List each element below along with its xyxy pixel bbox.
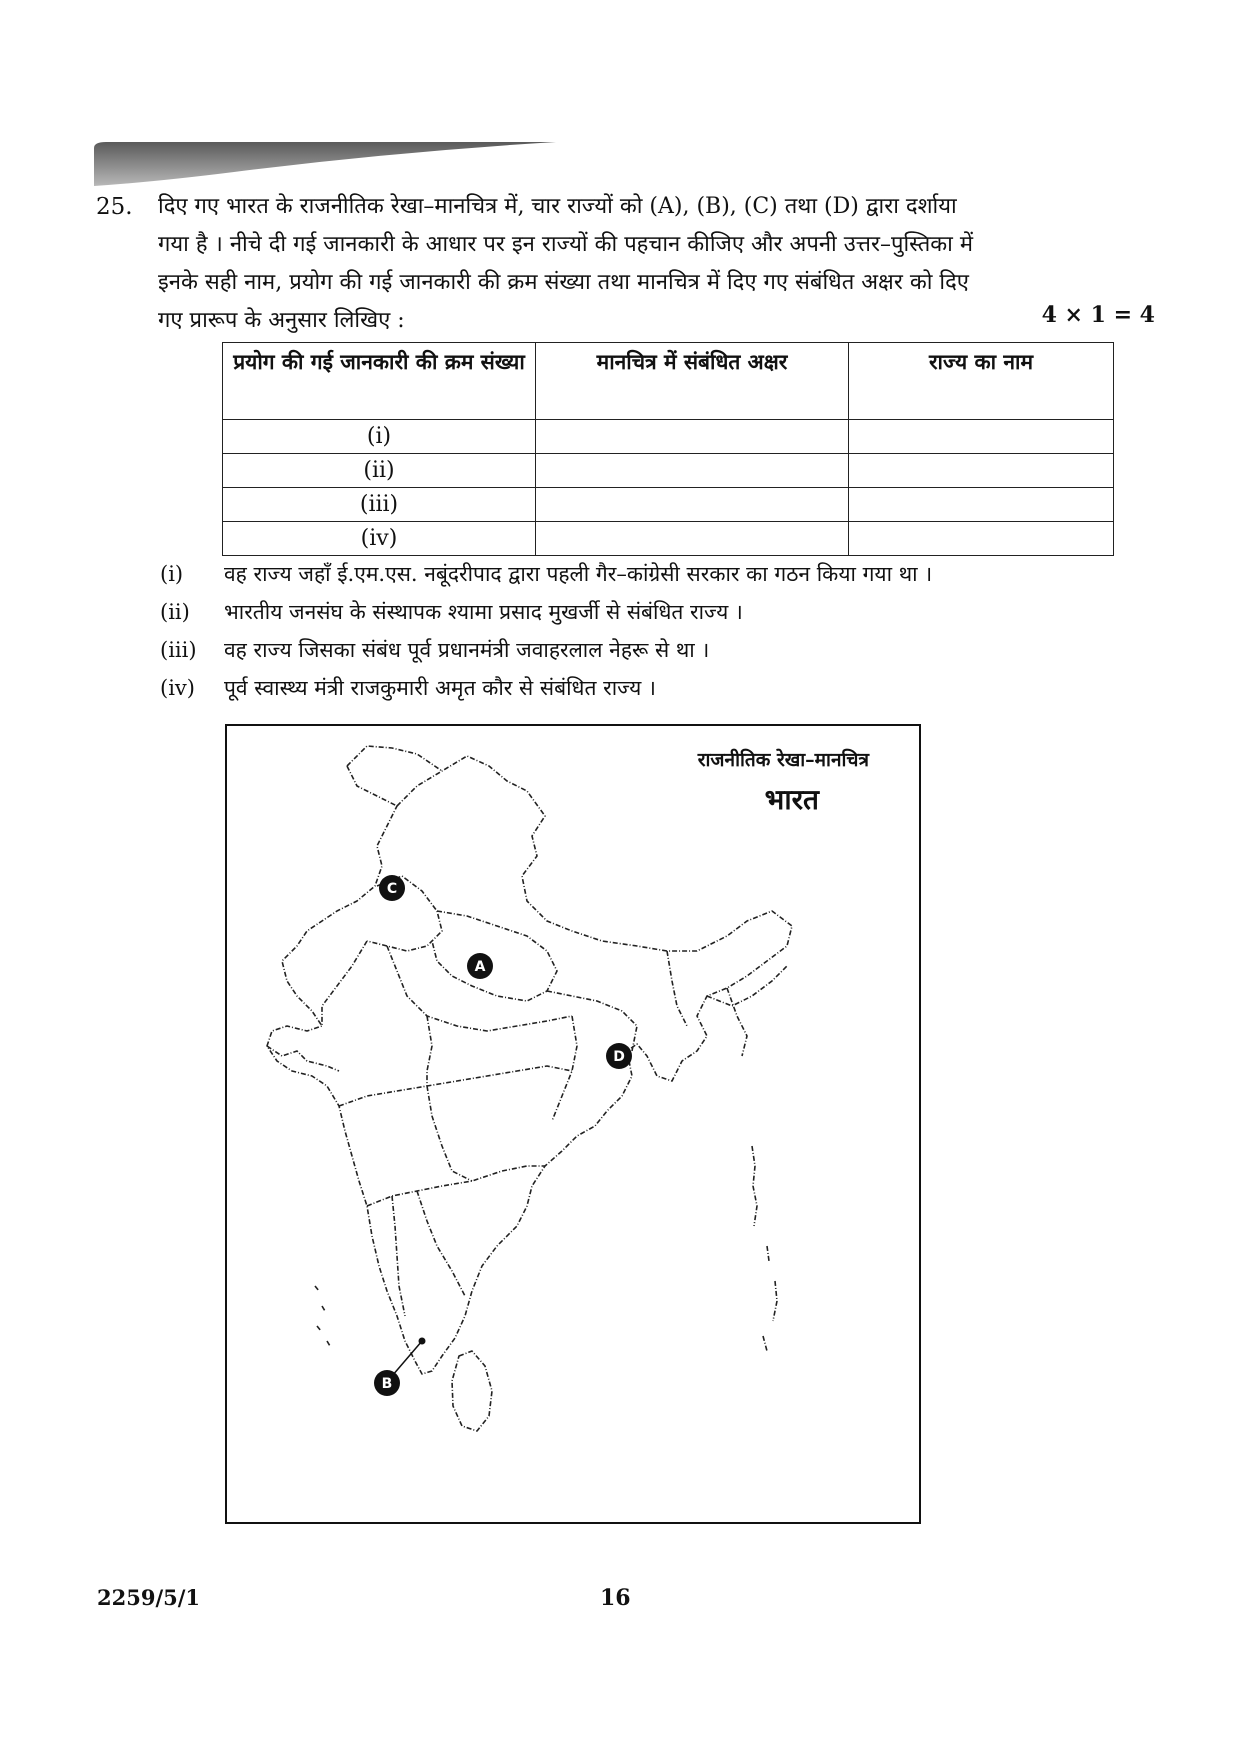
table-row [223, 454, 1114, 488]
header-map-letter: मानचित्र में संबंधित अक्षर [536, 343, 849, 420]
header-serial-number: प्रयोग की गई जानकारी की क्रम संख्या [223, 343, 536, 420]
clue-number: (iv) [160, 676, 195, 700]
clue-text: वह राज्य जिसका संबंध पूर्व प्रधानमंत्री जवाहरलाल नेहरू से था । [224, 638, 710, 662]
map-title-line1: राजनीतिक रेखा–मानचित्र [697, 749, 869, 771]
table-header-row [223, 343, 1114, 420]
header-band [94, 142, 556, 186]
table-cell [849, 488, 1114, 522]
clue-text: पूर्व स्वास्थ्य मंत्री राजकुमारी अमृत कौर से संबंधित राज्य । [224, 676, 656, 700]
clue-number: (i) [160, 562, 184, 586]
table-row [223, 420, 1114, 454]
india-political-map [225, 724, 921, 1524]
table-cell [849, 420, 1114, 454]
state-boundary [547, 991, 637, 1051]
map-marker-b-label: B [381, 1376, 393, 1392]
table-cell [536, 488, 849, 522]
map-title [227, 746, 919, 818]
state-boundary [367, 1166, 545, 1206]
question-line: इनके सही नाम, प्रयोग की गई जानकारी की क्रम संख्या तथा मानचित्र में दिए गए संबंधित अक्षर को दिए [158, 270, 969, 295]
question-line: गया है । नीचे दी गई जानकारी के आधार पर इन राज्यों की पहचान कीजिए और अपनी उत्तर–पुस्तिका में [158, 232, 974, 257]
clue-list [160, 555, 1120, 707]
answer-format-table [222, 342, 1114, 556]
state-boundary [727, 988, 747, 1056]
table-row [223, 488, 1114, 522]
map-title-line2: भारत [764, 783, 819, 816]
map-marker-c-label: C [386, 881, 398, 897]
map-marker-b-point [419, 1338, 426, 1345]
table-cell [849, 522, 1114, 556]
map-marker-d-label: D [613, 1049, 625, 1065]
table-cell: (ii) [223, 454, 536, 488]
page-number: 16 [600, 1585, 631, 1611]
table-cell [849, 454, 1114, 488]
table-cell: (i) [223, 420, 536, 454]
table-cell: (iii) [223, 488, 536, 522]
question-text [158, 188, 1118, 340]
table-cell [536, 420, 849, 454]
clue-item [160, 555, 1120, 593]
india-outline-map [227, 726, 919, 1522]
state-boundary [417, 1191, 465, 1296]
clue-item [160, 593, 1120, 631]
island-chain [315, 1286, 330, 1346]
table-cell: (iv) [223, 522, 536, 556]
state-boundary [667, 951, 687, 1026]
state-boundary [707, 966, 787, 1006]
state-boundary [427, 1086, 472, 1181]
clue-number: (iii) [160, 638, 197, 662]
country-boundary [267, 756, 792, 1374]
map-marker-a-label: A [474, 959, 486, 975]
question-number: 25. [96, 194, 133, 220]
state-boundary [432, 911, 557, 1001]
sri-lanka-outline [452, 1351, 492, 1431]
paper-code: 2259/5/1 [97, 1585, 201, 1610]
clue-item [160, 669, 1120, 707]
state-boundary [322, 941, 367, 1026]
question-line: दिए गए भारत के राजनीतिक रेखा–मानचित्र में, चार राज्यों को (A), (B), (C) तथा (D) द्वारा दर्शाया [158, 194, 957, 219]
clue-text: वह राज्य जहाँ ई.एम.एस. नबूंदरीपाद द्वारा पहली गैर–कांग्रेसी सरकार का गठन किया गया था । [224, 562, 933, 586]
clue-text: भारतीय जनसंघ के संस्थापक श्यामा प्रसाद मुखर्जी से संबंधित राज्य । [224, 600, 743, 624]
table-cell [536, 454, 849, 488]
header-state-name: राज्य का नाम [849, 343, 1114, 420]
state-boundary [392, 1196, 405, 1316]
question-line: गए प्रारूप के अनुसार लिखिए : [158, 308, 405, 333]
table-cell [536, 522, 849, 556]
island-chain [752, 1146, 777, 1351]
clue-number: (ii) [160, 600, 190, 624]
clue-item [160, 631, 1120, 669]
coast-detail [267, 1046, 339, 1071]
state-boundary [427, 1016, 432, 1086]
state-boundary [339, 1066, 572, 1106]
marks-allocation: 4 × 1 = 4 [1041, 302, 1155, 328]
table-row [223, 522, 1114, 556]
